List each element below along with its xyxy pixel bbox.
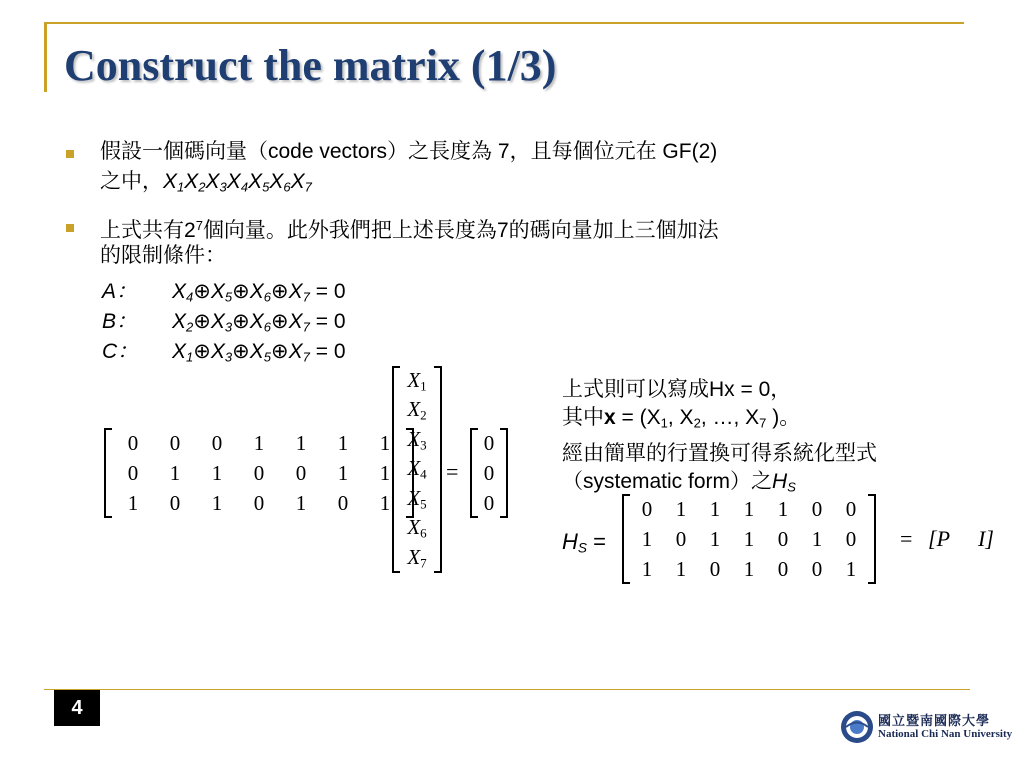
var-letter: X	[407, 426, 421, 451]
matrix-cell: 1	[337, 460, 349, 485]
matrix-cell: 0	[709, 556, 721, 581]
var-letter: X	[172, 310, 187, 333]
var-index: 7	[302, 349, 310, 365]
var-letter: X	[248, 170, 263, 193]
var-letter: X	[205, 170, 220, 193]
matrix-row	[630, 494, 868, 524]
text-run: ）之	[730, 470, 773, 493]
text-run: ，且每個位元在	[509, 140, 657, 163]
matrix-cell: 0	[253, 490, 265, 515]
p-i-block	[928, 526, 994, 552]
university-name-chinese: 國立暨南國際大學	[878, 714, 991, 729]
note-line2	[562, 404, 800, 437]
slide-title: Construct the matrix (1/3)	[64, 41, 557, 90]
subscript: S	[577, 540, 587, 556]
matrix-cell: 0	[675, 526, 687, 551]
var-index: 3	[219, 179, 227, 195]
text-run: 7	[492, 140, 510, 163]
matrix-row	[478, 458, 500, 488]
text-run: 個向量。此外我們把上述長度為	[202, 219, 497, 243]
var-index: 7	[420, 554, 427, 570]
matrix-cell: 0	[777, 556, 789, 581]
subscript: S	[787, 479, 796, 495]
vector-row	[400, 543, 434, 573]
constraint-rhs: = 0	[309, 280, 346, 303]
matrix-cell: 1	[641, 526, 653, 551]
var-letter: X	[407, 367, 421, 392]
subscript: 2	[693, 415, 701, 431]
matrix-cell: 0	[169, 430, 181, 455]
matrix-cell: 0	[127, 430, 139, 455]
constraint-rhs: = 0	[309, 340, 346, 363]
var-index: 3	[224, 319, 233, 335]
bracket-open: [	[928, 526, 937, 551]
matrix-row	[112, 458, 406, 488]
vector-table	[478, 428, 500, 518]
var-index: 2	[198, 179, 206, 195]
matrix-cell: 0	[483, 460, 495, 485]
matrix-row	[478, 428, 500, 458]
vector-table	[400, 366, 434, 573]
note-line1	[562, 376, 791, 404]
xor-symbol: ⊕	[232, 310, 250, 333]
parity-check-matrix	[112, 428, 406, 518]
matrix-cell: 1	[709, 496, 721, 521]
matrix-cell: 0	[295, 460, 307, 485]
var-index: 2	[420, 407, 427, 423]
text-run: =	[586, 529, 606, 554]
bullet-marker-1	[66, 150, 74, 158]
var-index: 1	[420, 377, 427, 393]
text-run: systematic form	[583, 470, 731, 493]
matrix-table	[112, 428, 406, 518]
left-bracket	[392, 366, 400, 573]
var-index: 5	[262, 179, 270, 195]
matrix-cell: 1	[379, 430, 391, 455]
matrix-cell: 0	[845, 496, 857, 521]
var-index: 5	[420, 495, 427, 511]
constraint-rhs: = 0	[309, 310, 346, 333]
var-letter: X	[288, 340, 303, 363]
text-run: 7	[496, 219, 509, 243]
text-run: 其中	[562, 406, 604, 429]
exponent: 7	[195, 218, 203, 233]
matrix-cell: 1	[295, 490, 307, 515]
vector-entry	[400, 543, 434, 573]
var-letter: X	[172, 280, 187, 303]
var-letter: X	[288, 310, 303, 333]
constraint-label: B：	[102, 310, 138, 333]
matrix-cell: 1	[211, 490, 223, 515]
right-bracket	[434, 366, 442, 573]
text-run: 的碼向量加上三個加法	[508, 219, 719, 243]
constraint-label: A：	[102, 280, 138, 303]
var-index: 7	[302, 289, 310, 305]
equals-sign: =	[446, 459, 459, 484]
matrix-cell: 0	[169, 490, 181, 515]
var-letter: X	[407, 544, 421, 569]
university-name-english: National Chi Nan University	[878, 728, 1013, 740]
text-run: , X	[667, 406, 694, 429]
note-line3: 經由簡單的行置換可得系統化型式	[562, 442, 877, 465]
text-run: H	[772, 470, 788, 493]
left-bracket	[622, 494, 630, 584]
text-run: = (X	[615, 406, 661, 429]
bullet1-line2	[100, 168, 312, 201]
matrix-cell: 1	[211, 460, 223, 485]
vector-entry	[400, 396, 434, 426]
vector-row	[400, 455, 434, 485]
var-letter: X	[172, 340, 187, 363]
matrix-cell: 1	[845, 556, 857, 581]
code-vector-variables	[163, 170, 312, 193]
constraint-b	[102, 308, 346, 341]
bullet2-line1	[100, 212, 719, 245]
vector-row	[400, 366, 434, 396]
matrix-cell: 1	[295, 430, 307, 455]
vector-row	[400, 396, 434, 426]
matrix-cell: 1	[675, 556, 687, 581]
matrix-cell: 1	[253, 430, 265, 455]
var-index: 5	[263, 349, 272, 365]
vector-entry	[400, 366, 434, 396]
vector-entry	[400, 455, 434, 485]
vector-entry	[400, 425, 434, 455]
matrix-cell: 1	[379, 490, 391, 515]
xor-symbol: ⊕	[232, 340, 250, 363]
identity-symbol: I	[978, 526, 986, 551]
xor-symbol: ⊕	[232, 280, 250, 303]
matrix-cell: 0	[483, 430, 495, 455]
var-letter: X	[407, 485, 421, 510]
var-letter: X	[249, 280, 264, 303]
text-run: GF(2)	[656, 140, 718, 163]
var-index: 1	[186, 349, 194, 365]
var-letter: X	[163, 170, 178, 193]
matrix-row	[630, 554, 868, 584]
variable-vector	[400, 366, 434, 573]
matrix-row	[478, 488, 500, 518]
var-index: 3	[420, 436, 427, 452]
p-matrix-symbol: P	[936, 526, 951, 551]
xor-symbol: ⊕	[193, 340, 211, 363]
var-letter: X	[210, 340, 225, 363]
vector-row	[400, 425, 434, 455]
matrix-row	[630, 524, 868, 554]
var-index: 7	[302, 319, 310, 335]
var-letter: X	[210, 280, 225, 303]
var-letter: X	[249, 340, 264, 363]
text-run: code vectors	[268, 140, 388, 163]
var-index: 4	[420, 466, 427, 482]
matrix-cell: 1	[337, 430, 349, 455]
matrix-cell: 0	[337, 490, 349, 515]
text-run: ，	[770, 378, 792, 401]
university-emblem-icon	[840, 710, 874, 744]
subscript: 1	[660, 415, 668, 431]
text-run: 上式則可以寫成	[562, 378, 709, 401]
matrix-cell: 1	[379, 460, 391, 485]
xor-symbol: ⊕	[271, 280, 289, 303]
page-number: 4	[54, 690, 100, 726]
var-index: 4	[240, 179, 249, 195]
xor-symbol: ⊕	[271, 310, 289, 333]
matrix-cell: 0	[127, 460, 139, 485]
equals-sign: =	[900, 526, 913, 551]
var-letter: X	[184, 170, 199, 193]
var-letter: X	[249, 310, 264, 333]
right-bracket	[868, 494, 876, 584]
var-index: 6	[263, 289, 272, 305]
vector-entry	[400, 484, 434, 514]
matrix-cell: 1	[127, 490, 139, 515]
text-run: （	[562, 470, 583, 493]
matrix-cell: 1	[777, 496, 789, 521]
text-run: , …, X	[700, 406, 760, 429]
vector-row	[400, 484, 434, 514]
var-index: 3	[224, 349, 233, 365]
var-index: 7	[304, 179, 312, 195]
text-run: 假設一個碼向量（	[100, 140, 268, 163]
var-index: 5	[224, 289, 233, 305]
text-run: 2	[184, 219, 196, 243]
constraint-a	[102, 278, 346, 311]
xor-symbol: ⊕	[193, 310, 211, 333]
matrix-cell: 0	[641, 496, 653, 521]
var-letter: X	[407, 397, 421, 422]
matrix-cell: 0	[253, 460, 265, 485]
matrix-cell: 1	[169, 460, 181, 485]
text-run: )。	[766, 406, 801, 429]
matrix-cell: 0	[811, 556, 823, 581]
text-run: Hx = 0	[709, 378, 771, 401]
matrix-cell: 0	[811, 496, 823, 521]
title-left-rule	[44, 22, 47, 92]
vector-row	[400, 514, 434, 544]
var-letter: X	[269, 170, 284, 193]
var-index: 6	[283, 179, 291, 195]
left-bracket	[104, 428, 112, 518]
var-index: 2	[186, 319, 194, 335]
matrix-cell: 0	[845, 526, 857, 551]
right-bracket	[500, 428, 508, 518]
var-letter: X	[407, 515, 421, 540]
text-run: 上式共有	[100, 219, 184, 243]
xor-symbol: ⊕	[193, 280, 211, 303]
bullet-marker-2	[66, 224, 74, 232]
matrix-cell: 1	[743, 556, 755, 581]
matrix-cell: 0	[777, 526, 789, 551]
hs-label	[562, 528, 606, 562]
text-run: 之中，	[100, 170, 163, 193]
matrix-cell: 1	[675, 496, 687, 521]
footer-rule	[44, 689, 970, 690]
constraint-label: C：	[102, 340, 139, 363]
var-letter: X	[407, 456, 421, 481]
bracket-close: ]	[985, 526, 994, 551]
matrix-row	[112, 428, 406, 458]
matrix-cell: 1	[709, 526, 721, 551]
title-top-rule	[44, 22, 964, 24]
text-run: ）之長度為	[387, 140, 493, 163]
matrix-row	[112, 488, 406, 518]
matrix-cell: 0	[483, 490, 495, 515]
zero-vector	[478, 428, 500, 518]
matrix-cell: 1	[743, 526, 755, 551]
bullet1-line1	[100, 138, 717, 166]
var-index: 6	[263, 319, 272, 335]
left-bracket	[470, 428, 478, 518]
var-index: 1	[177, 179, 185, 195]
matrix-cell: 1	[811, 526, 823, 551]
var-letter: X	[226, 170, 241, 193]
xor-symbol: ⊕	[271, 340, 289, 363]
var-letter: X	[288, 280, 303, 303]
vector-entry	[400, 514, 434, 544]
bullet2-line2: 的限制條件：	[100, 244, 226, 267]
bold-x: x	[604, 406, 616, 429]
constraint-c	[102, 338, 346, 371]
var-letter: X	[290, 170, 305, 193]
matrix-cell: 1	[641, 556, 653, 581]
text-run: H	[562, 529, 578, 554]
matrix-table	[630, 494, 868, 584]
matrix-cell: 1	[743, 496, 755, 521]
matrix-cell: 0	[211, 430, 223, 455]
var-letter: X	[210, 310, 225, 333]
var-index: 6	[420, 525, 427, 541]
systematic-matrix	[630, 494, 868, 584]
subscript: 7	[759, 415, 767, 431]
var-index: 4	[186, 289, 194, 305]
